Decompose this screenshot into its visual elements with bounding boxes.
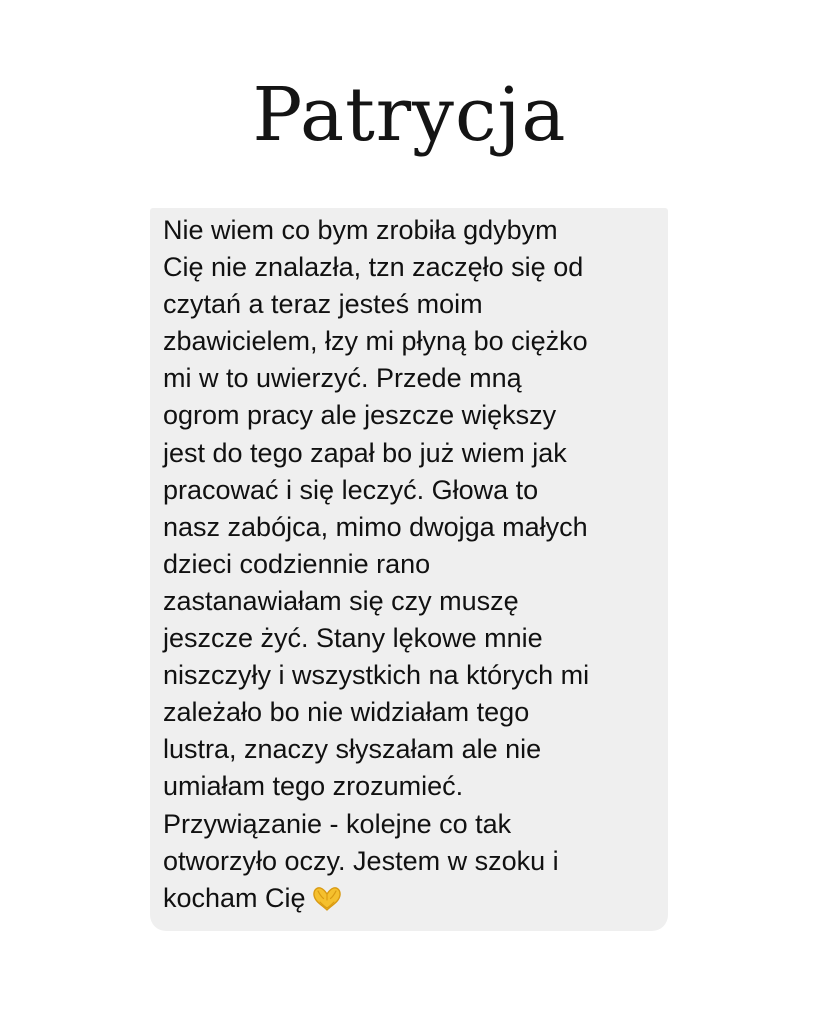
message-line: Nie wiem co bym zrobiła gdybym [163, 215, 558, 245]
heart-hands-icon [312, 885, 342, 922]
message-line: zastanawiałam się czy muszę [163, 585, 519, 616]
message-line: zbawicielem, łzy mi płyną bo ciężko [163, 326, 588, 357]
message-line: czytań a teraz jesteś moim [163, 289, 483, 320]
message-line-last [163, 880, 663, 922]
message-line: niszczyły i wszystkich na których mi [163, 660, 590, 691]
message-line: pracować i się leczyć. Głowa to [163, 474, 539, 505]
message-line: lustra, znaczy słyszałam ale nie [163, 734, 542, 765]
message-line: umiałam tego zrozumieć. [163, 771, 464, 802]
message-line: jest do tego zapał bo już wiem jak [163, 437, 567, 468]
message-line: otworzyło oczy. Jestem w szoku i [163, 845, 559, 876]
message-line: jeszcze żyć. Stany lękowe mnie [163, 623, 543, 654]
contact-name: Patrycja [252, 72, 567, 158]
message-line: dzieci codziennie rano [163, 548, 431, 579]
message-line: kocham Cię [163, 882, 306, 913]
message-line: nasz zabójca, mimo dwojga małych [163, 511, 588, 542]
message-bubble [150, 208, 668, 931]
message-line: zależało bo nie widziałam tego [163, 697, 530, 728]
message-line: Przywiązanie - kolejne co tak [163, 808, 512, 839]
message-line: ogrom pracy ale jeszcze większy [163, 400, 557, 431]
message-line: Cię nie znalazła, tzn zaczęło się od [163, 252, 584, 283]
message-text [163, 212, 663, 922]
message-line: mi w to uwierzyć. Przede mną [163, 363, 522, 394]
